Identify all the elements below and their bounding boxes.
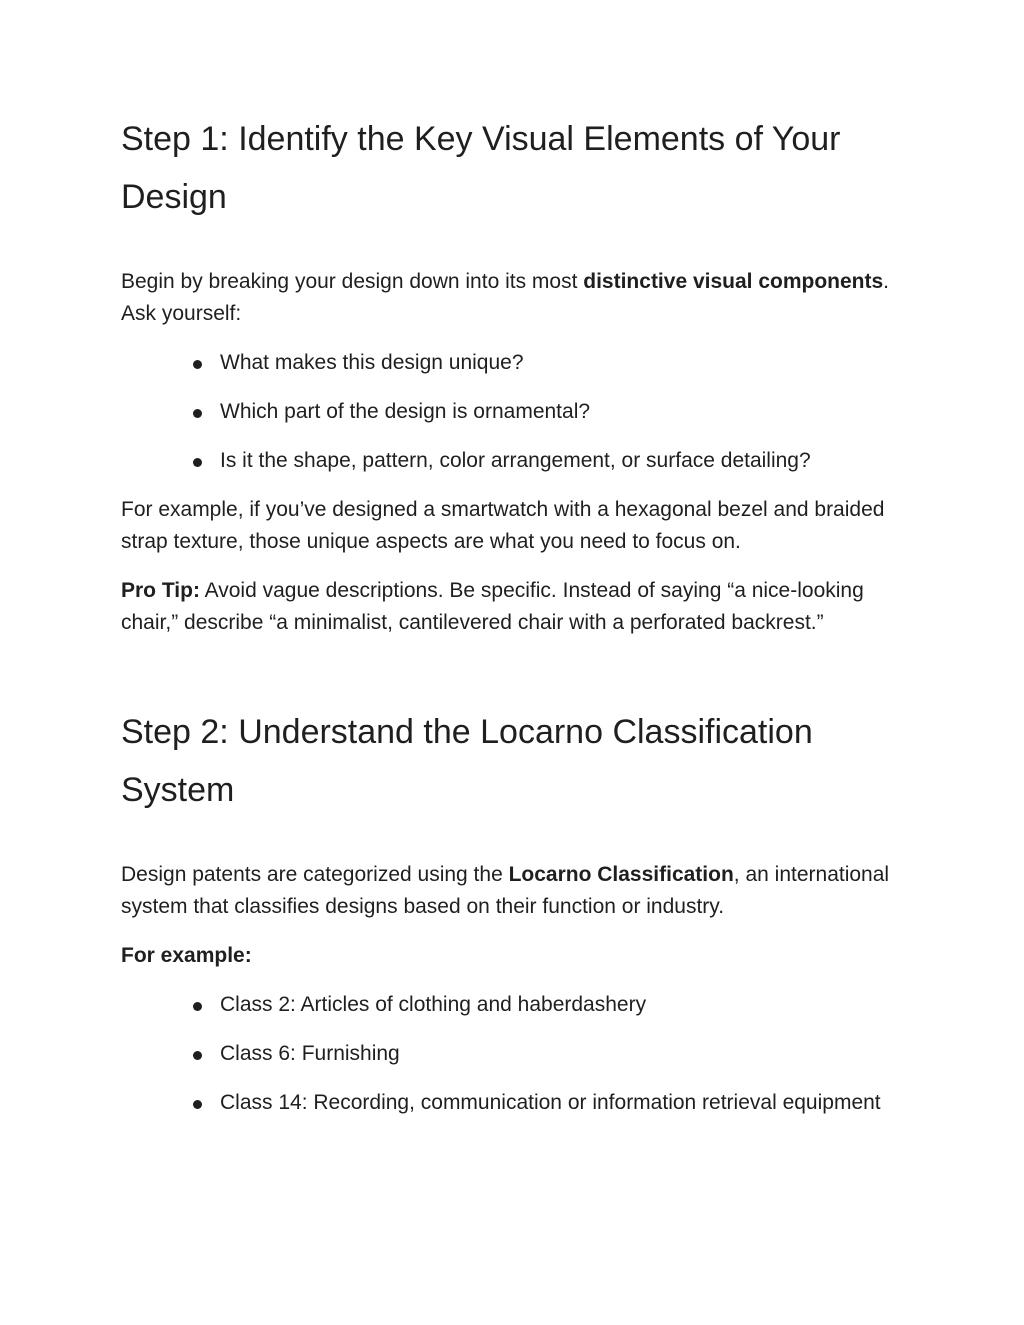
step-2-intro-bold: Locarno Classification (508, 863, 734, 886)
list-item-text: Class 6: Furnishing (220, 1042, 400, 1065)
step-1-intro-suffix: . Ask yourself: (121, 270, 890, 325)
step-1-heading: Step 1: Identify the Key Visual Elements of Your Design (121, 120, 841, 216)
step-2-intro-suffix: , an international system that classifies designs based on their function or industry. (121, 863, 890, 918)
list-item-text: What makes this design unique? (220, 351, 524, 374)
pro-tip-text: Avoid vague descriptions. Be specific. Instead of saying “a nice-looking chair,” describe “a minimalist, cantilevered chair with a perforated backrest.” (121, 579, 864, 634)
step-1-section (121, 0, 904, 639)
bullet-icon (193, 360, 202, 369)
step-2-intro (121, 859, 904, 923)
list-item (220, 1087, 904, 1119)
pro-tip (121, 575, 904, 639)
list-item (220, 1038, 904, 1070)
step-2-class-list (121, 989, 904, 1119)
step-1-question-list (121, 347, 904, 477)
list-item (220, 347, 904, 379)
step-2-heading: Step 2: Understand the Locarno Classification System (121, 713, 813, 809)
example-label-bold: For example: (121, 944, 252, 967)
bullet-icon (193, 1002, 202, 1011)
list-item-text: Class 14: Recording, communication or information retrieval equipment (220, 1091, 881, 1114)
step-2-section (121, 703, 904, 1119)
list-item-text: Is it the shape, pattern, color arrangement, or surface detailing? (220, 449, 811, 472)
list-item (220, 445, 904, 477)
list-item-text: Class 2: Articles of clothing and haberdashery (220, 993, 647, 1016)
bullet-icon (193, 1051, 202, 1060)
list-item (220, 396, 904, 428)
step-2-intro-prefix: Design patents are categorized using the (121, 863, 509, 886)
step-1-intro (121, 266, 904, 330)
pro-tip-label: Pro Tip: (121, 579, 200, 602)
bullet-icon (193, 409, 202, 418)
step-1-example: For example, if you’ve designed a smartwatch with a hexagonal bezel and braided strap texture, those unique aspects are what you need to focus on. (121, 498, 885, 553)
step-1-intro-bold: distinctive visual components (583, 270, 884, 293)
step-1-intro-prefix: Begin by breaking your design down into its most (121, 270, 584, 293)
step-2-example-label (121, 940, 904, 972)
bullet-icon (193, 458, 202, 467)
list-item-text: Which part of the design is ornamental? (220, 400, 591, 423)
bullet-icon (193, 1100, 202, 1109)
list-item (220, 989, 904, 1021)
